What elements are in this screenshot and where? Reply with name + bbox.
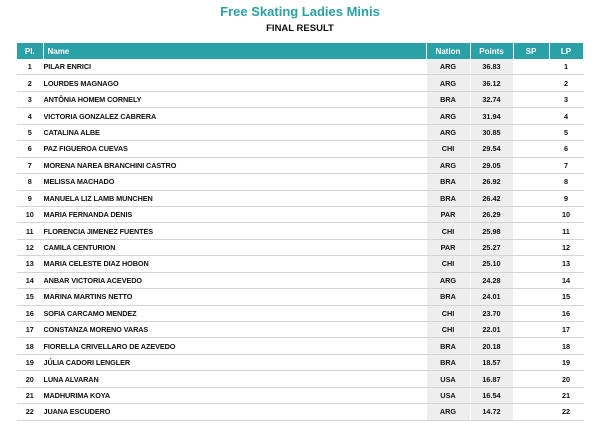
page-title: Free Skating Ladies Minis — [220, 4, 380, 19]
cell-sp — [513, 256, 549, 272]
page-subtitle: FINAL RESULT — [266, 23, 334, 34]
cell-name: ANTÔNIA HOMEM CORNELY — [43, 91, 426, 107]
cell-lp: 14 — [549, 272, 583, 288]
table-row — [17, 256, 583, 272]
cell-place: 6 — [17, 141, 43, 157]
cell-place: 5 — [17, 124, 43, 140]
cell-place: 13 — [17, 256, 43, 272]
cell-lp: 6 — [549, 141, 583, 157]
results-body — [17, 59, 583, 420]
table-row — [17, 157, 583, 173]
cell-name: MELISSA MACHADO — [43, 174, 426, 190]
cell-nation: BRA — [426, 174, 470, 190]
cell-sp — [513, 371, 549, 387]
table-row — [17, 190, 583, 206]
cell-nation: USA — [426, 387, 470, 403]
table-row — [17, 91, 583, 107]
cell-nation: ARG — [426, 108, 470, 124]
cell-place: 3 — [17, 91, 43, 107]
cell-lp: 7 — [549, 157, 583, 173]
table-header-row — [17, 43, 583, 59]
cell-lp: 22 — [549, 404, 583, 420]
cell-name: JUANA ESCUDERO — [43, 404, 426, 420]
cell-points: 26.42 — [470, 190, 513, 206]
cell-lp: 12 — [549, 239, 583, 255]
cell-sp — [513, 59, 549, 75]
cell-points: 29.05 — [470, 157, 513, 173]
cell-nation: USA — [426, 371, 470, 387]
column-header-sp: SP — [513, 43, 549, 59]
cell-nation: ARG — [426, 157, 470, 173]
cell-name: PILAR ENRICI — [43, 59, 426, 75]
cell-lp: 10 — [549, 206, 583, 222]
cell-lp: 8 — [549, 174, 583, 190]
cell-points: 24.28 — [470, 272, 513, 288]
cell-sp — [513, 157, 549, 173]
cell-points: 32.74 — [470, 91, 513, 107]
cell-place: 7 — [17, 157, 43, 173]
table-row — [17, 289, 583, 305]
cell-lp: 13 — [549, 256, 583, 272]
cell-points: 36.83 — [470, 59, 513, 75]
table-row — [17, 206, 583, 222]
table-row — [17, 124, 583, 140]
cell-points: 31.94 — [470, 108, 513, 124]
cell-nation: BRA — [426, 289, 470, 305]
cell-lp: 3 — [549, 91, 583, 107]
cell-points: 16.54 — [470, 387, 513, 403]
cell-place: 18 — [17, 338, 43, 354]
table-row — [17, 59, 583, 75]
cell-place: 16 — [17, 305, 43, 321]
cell-sp — [513, 404, 549, 420]
cell-name: FIORELLA CRIVELLARO DE AZEVEDO — [43, 338, 426, 354]
cell-lp: 18 — [549, 338, 583, 354]
cell-sp — [513, 141, 549, 157]
cell-nation: ARG — [426, 75, 470, 91]
column-header-place: Pl. — [17, 43, 43, 59]
cell-sp — [513, 239, 549, 255]
cell-place: 19 — [17, 354, 43, 370]
cell-place: 10 — [17, 206, 43, 222]
cell-nation: BRA — [426, 190, 470, 206]
cell-place: 4 — [17, 108, 43, 124]
cell-nation: PAR — [426, 206, 470, 222]
cell-lp: 20 — [549, 371, 583, 387]
table-row — [17, 387, 583, 403]
cell-sp — [513, 354, 549, 370]
cell-points: 26.29 — [470, 206, 513, 222]
cell-nation: CHI — [426, 223, 470, 239]
cell-name: LOURDES MAGNAGO — [43, 75, 426, 91]
cell-nation: CHI — [426, 256, 470, 272]
cell-lp: 19 — [549, 354, 583, 370]
cell-points: 29.54 — [470, 141, 513, 157]
cell-nation: CHI — [426, 322, 470, 338]
cell-sp — [513, 206, 549, 222]
cell-nation: ARG — [426, 59, 470, 75]
column-header-nation: Nation — [426, 43, 470, 59]
cell-place: 11 — [17, 223, 43, 239]
cell-points: 24.01 — [470, 289, 513, 305]
cell-sp — [513, 124, 549, 140]
cell-lp: 4 — [549, 108, 583, 124]
cell-points: 25.10 — [470, 256, 513, 272]
table-row — [17, 239, 583, 255]
table-row — [17, 141, 583, 157]
cell-place: 8 — [17, 174, 43, 190]
cell-lp: 5 — [549, 124, 583, 140]
cell-name: JÚLIA CADORI LENGLER — [43, 354, 426, 370]
cell-lp: 11 — [549, 223, 583, 239]
cell-points: 26.92 — [470, 174, 513, 190]
cell-name: MORENA NAREA BRANCHINI CASTRO — [43, 157, 426, 173]
cell-lp: 17 — [549, 322, 583, 338]
cell-sp — [513, 75, 549, 91]
column-header-name: Name — [43, 43, 426, 59]
cell-lp: 16 — [549, 305, 583, 321]
cell-nation: BRA — [426, 338, 470, 354]
table-row — [17, 338, 583, 354]
cell-sp — [513, 387, 549, 403]
table-row — [17, 322, 583, 338]
cell-name: CATALINA ALBE — [43, 124, 426, 140]
cell-nation: ARG — [426, 124, 470, 140]
cell-place: 20 — [17, 371, 43, 387]
cell-place: 14 — [17, 272, 43, 288]
cell-lp: 1 — [549, 59, 583, 75]
cell-place: 22 — [17, 404, 43, 420]
cell-points: 36.12 — [470, 75, 513, 91]
cell-sp — [513, 272, 549, 288]
cell-sp — [513, 190, 549, 206]
cell-nation: ARG — [426, 272, 470, 288]
cell-name: SOFIA CARCAMO MENDEZ — [43, 305, 426, 321]
cell-lp: 21 — [549, 387, 583, 403]
cell-points: 30.85 — [470, 124, 513, 140]
cell-name: MANUELA LIZ LAMB MUNCHEN — [43, 190, 426, 206]
results-table — [17, 43, 584, 421]
table-row — [17, 108, 583, 124]
cell-name: MARIA FERNANDA DENIS — [43, 206, 426, 222]
cell-name: MARINA MARTINS NETTO — [43, 289, 426, 305]
cell-place: 17 — [17, 322, 43, 338]
column-header-points: Points — [470, 43, 513, 59]
cell-sp — [513, 338, 549, 354]
cell-points: 20.18 — [470, 338, 513, 354]
table-row — [17, 174, 583, 190]
cell-points: 18.57 — [470, 354, 513, 370]
cell-lp: 2 — [549, 75, 583, 91]
cell-name: PAZ FIGUEROA CUEVAS — [43, 141, 426, 157]
cell-sp — [513, 108, 549, 124]
cell-place: 12 — [17, 239, 43, 255]
table-row — [17, 272, 583, 288]
cell-points: 22.01 — [470, 322, 513, 338]
cell-nation: PAR — [426, 239, 470, 255]
cell-points: 14.72 — [470, 404, 513, 420]
cell-points: 25.27 — [470, 239, 513, 255]
table-row — [17, 354, 583, 370]
table-row — [17, 404, 583, 420]
cell-name: MARIA CELESTE DIAZ HOBON — [43, 256, 426, 272]
cell-name: LUNA ALVARAN — [43, 371, 426, 387]
cell-name: CAMILA CENTURION — [43, 239, 426, 255]
cell-name: CONSTANZA MORENO VARAS — [43, 322, 426, 338]
cell-place: 2 — [17, 75, 43, 91]
cell-sp — [513, 91, 549, 107]
cell-name: ANBAR VICTORIA ACEVEDO — [43, 272, 426, 288]
cell-sp — [513, 322, 549, 338]
cell-nation: BRA — [426, 354, 470, 370]
cell-name: FLORENCIA JIMENEZ FUENTES — [43, 223, 426, 239]
cell-sp — [513, 174, 549, 190]
table-row — [17, 371, 583, 387]
table-row — [17, 75, 583, 91]
cell-name: VICTORIA GONZALEZ CABRERA — [43, 108, 426, 124]
cell-sp — [513, 305, 549, 321]
cell-lp: 9 — [549, 190, 583, 206]
cell-sp — [513, 289, 549, 305]
cell-nation: CHI — [426, 305, 470, 321]
cell-place: 9 — [17, 190, 43, 206]
cell-sp — [513, 223, 549, 239]
cell-points: 23.70 — [470, 305, 513, 321]
cell-place: 1 — [17, 59, 43, 75]
table-row — [17, 223, 583, 239]
cell-points: 25.98 — [470, 223, 513, 239]
cell-lp: 15 — [549, 289, 583, 305]
cell-name: MADHURIMA KOYA — [43, 387, 426, 403]
cell-nation: BRA — [426, 91, 470, 107]
cell-nation: CHI — [426, 141, 470, 157]
cell-nation: ARG — [426, 404, 470, 420]
table-row — [17, 305, 583, 321]
cell-place: 15 — [17, 289, 43, 305]
column-header-lp: LP — [549, 43, 583, 59]
cell-points: 16.87 — [470, 371, 513, 387]
cell-place: 21 — [17, 387, 43, 403]
